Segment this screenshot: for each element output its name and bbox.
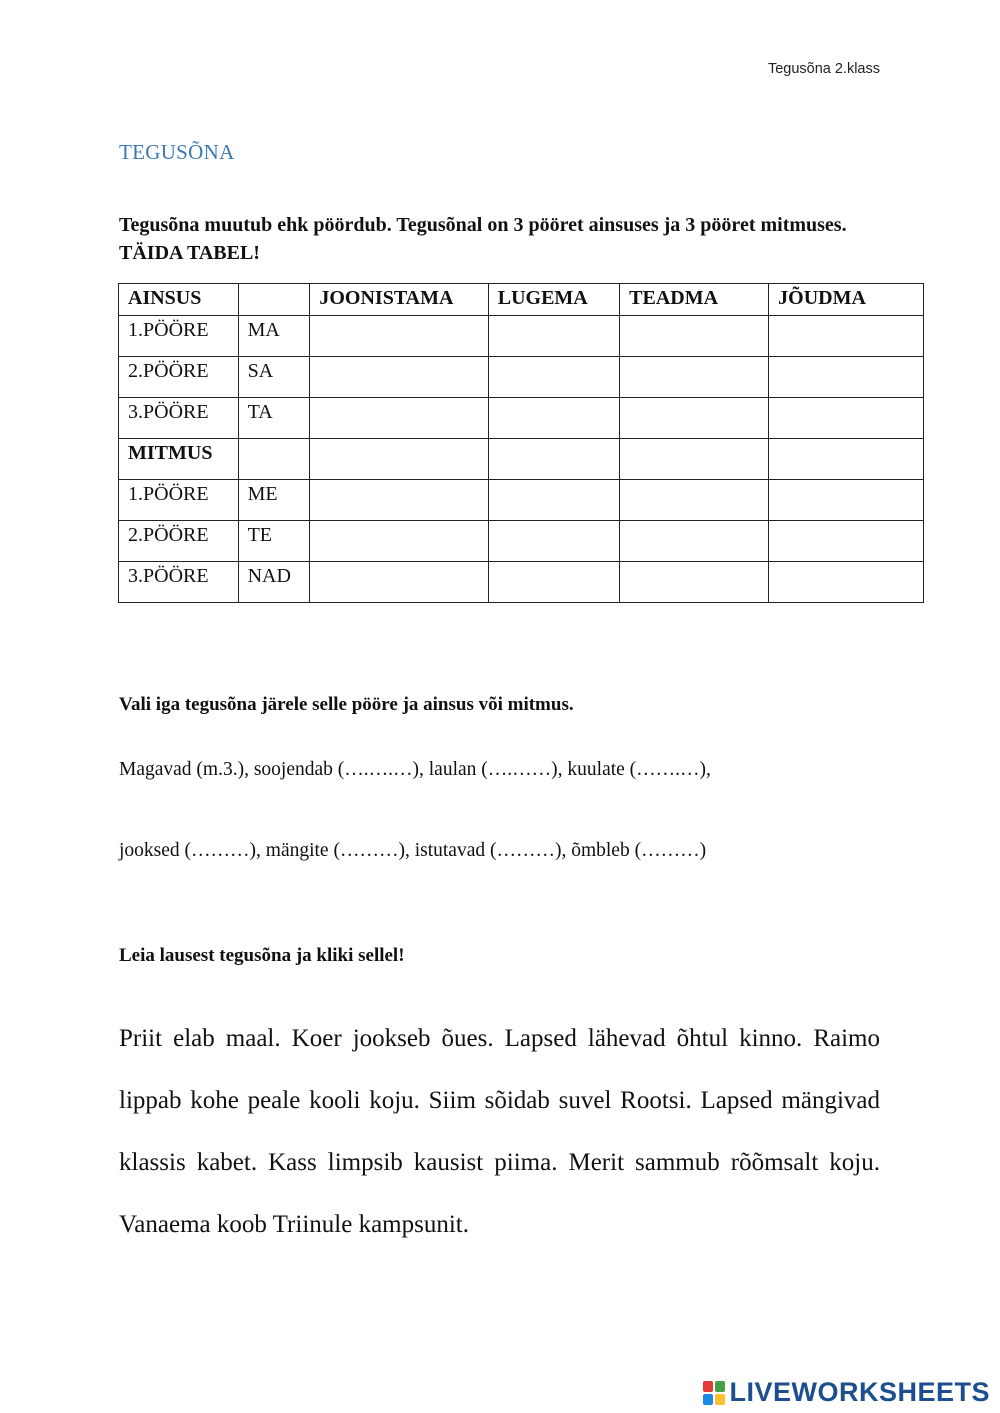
answer-cell[interactable] bbox=[488, 562, 619, 603]
answer-cell[interactable] bbox=[620, 316, 769, 357]
header-label: Tegusõna 2.klass bbox=[767, 61, 880, 77]
table-row bbox=[119, 316, 924, 357]
conjugation-table bbox=[118, 283, 924, 603]
table-row bbox=[119, 357, 924, 398]
liveworksheets-logo-text: LIVEWORKSHEETS bbox=[729, 1377, 990, 1407]
task2-instruction: Vali iga tegusõna järele selle pööre ja ainsus või mitmus. bbox=[119, 694, 574, 715]
answer-cell[interactable] bbox=[769, 521, 924, 562]
answer-cell[interactable] bbox=[620, 357, 769, 398]
answer-cell[interactable] bbox=[310, 398, 488, 439]
header-cell-lugema: LUGEMA bbox=[488, 284, 619, 316]
answer-cell[interactable] bbox=[769, 398, 924, 439]
table-row bbox=[119, 562, 924, 603]
liveworksheets-logo bbox=[703, 1377, 990, 1408]
answer-cell[interactable] bbox=[769, 316, 924, 357]
answer-cell[interactable] bbox=[310, 562, 488, 603]
empty-cell bbox=[620, 439, 769, 480]
answer-cell[interactable] bbox=[769, 357, 924, 398]
empty-cell bbox=[488, 439, 619, 480]
answer-cell[interactable] bbox=[620, 480, 769, 521]
logo-square bbox=[703, 1381, 713, 1392]
logo-square bbox=[715, 1381, 725, 1392]
row-label: 1.PÖÖRE bbox=[119, 316, 239, 357]
row-pronoun: SA bbox=[238, 357, 310, 398]
task3-instruction: Leia lausest tegusõna ja kliki sellel! bbox=[119, 945, 405, 966]
row-label: 3.PÖÖRE bbox=[119, 562, 239, 603]
liveworksheets-logo-icon bbox=[703, 1381, 725, 1405]
row-pronoun: ME bbox=[238, 480, 310, 521]
answer-cell[interactable] bbox=[488, 480, 619, 521]
answer-cell[interactable] bbox=[769, 562, 924, 603]
table-row-mitmus bbox=[119, 439, 924, 480]
header-cell-ainsus: AINSUS bbox=[119, 284, 239, 316]
row-label: 1.PÖÖRE bbox=[119, 480, 239, 521]
logo-square bbox=[715, 1394, 725, 1405]
answer-cell[interactable] bbox=[769, 480, 924, 521]
verb-list-line-1: Magavad (m.3.), soojendab (….….…), laulan (….……), kuulate (…….…), bbox=[119, 759, 711, 780]
row-label: 2.PÖÖRE bbox=[119, 357, 239, 398]
answer-cell[interactable] bbox=[488, 357, 619, 398]
row-pronoun: TA bbox=[238, 398, 310, 439]
answer-cell[interactable] bbox=[488, 316, 619, 357]
header-cell-joonistama: JOONISTAMA bbox=[310, 284, 488, 316]
table-row bbox=[119, 480, 924, 521]
row-label: 2.PÖÖRE bbox=[119, 521, 239, 562]
row-label-mitmus: MITMUS bbox=[119, 439, 239, 480]
empty-cell bbox=[310, 439, 488, 480]
answer-cell[interactable] bbox=[620, 398, 769, 439]
answer-cell[interactable] bbox=[620, 521, 769, 562]
answer-cell[interactable] bbox=[488, 521, 619, 562]
header-cell-teadma: TEADMA bbox=[620, 284, 769, 316]
clickable-sentence-paragraph[interactable]: Priit elab maal. Koer jookseb õues. Lapsed lähevad õhtul kinno. Raimo lippab kohe peale kooli koju. Siim sõidab suvel Rootsi. Lapsed mängivad klassis kabet. Kass limpsib kausist piima. Merit sammub rõõmsalt koju. Vanaema koob Triinule kampsunit. bbox=[119, 1025, 880, 1238]
header-cell-empty bbox=[238, 284, 310, 316]
table-row bbox=[119, 521, 924, 562]
table-instruction: Tegusõna muutub ehk pöördub. Tegusõnal on 3 pööret ainsuses ja 3 pööret mitmuses. TÄIDA TABEL! bbox=[119, 214, 847, 264]
table-row bbox=[119, 398, 924, 439]
logo-square bbox=[703, 1394, 713, 1405]
row-pronoun bbox=[238, 439, 310, 480]
answer-cell[interactable] bbox=[488, 398, 619, 439]
row-pronoun: TE bbox=[238, 521, 310, 562]
empty-cell bbox=[769, 439, 924, 480]
answer-cell[interactable] bbox=[310, 316, 488, 357]
answer-cell[interactable] bbox=[310, 480, 488, 521]
verb-list-line-2: jooksed (………), mängite (………), istutavad (………), õmbleb (………) bbox=[119, 840, 707, 861]
answer-cell[interactable] bbox=[310, 521, 488, 562]
page-title: TEGUSÕNA bbox=[119, 140, 235, 164]
header-cell-joudma: JÕUDMA bbox=[769, 284, 924, 316]
row-pronoun: MA bbox=[238, 316, 310, 357]
table-header-row bbox=[119, 284, 924, 316]
row-pronoun: NAD bbox=[238, 562, 310, 603]
answer-cell[interactable] bbox=[620, 562, 769, 603]
answer-cell[interactable] bbox=[310, 357, 488, 398]
row-label: 3.PÖÖRE bbox=[119, 398, 239, 439]
